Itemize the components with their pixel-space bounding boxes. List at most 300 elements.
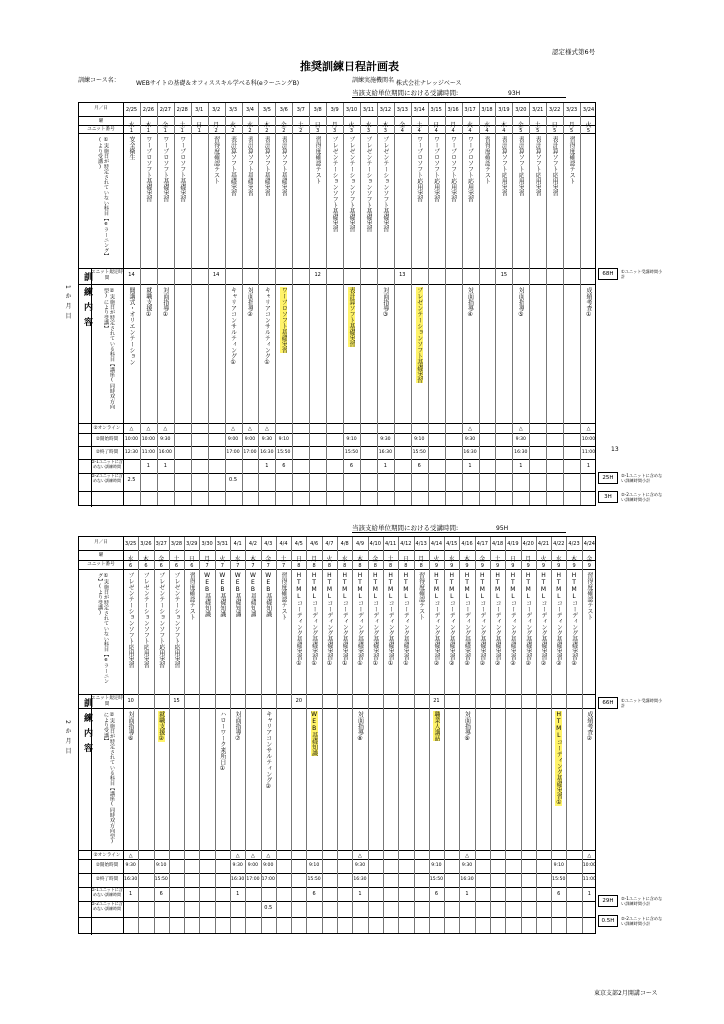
unit-cell: 5 [586,128,591,134]
start-time: 10:00 [141,437,155,442]
scheduled-session: 職業人講話 [432,711,440,741]
weekday-cell: 月 [418,556,425,563]
unit-cell: 3 [366,128,371,134]
date-cell: 3/14 [413,107,425,113]
unit-cell: 6 [129,563,133,569]
learn-subject: HTMLコーディング基礎実習② [494,572,502,667]
weekday-cell: 木 [500,122,507,129]
start-time: 10:00 [124,437,139,442]
learn-subject: HTMLコーディング基礎実習② [509,572,517,667]
total_unit-box: 68H [598,268,618,280]
start-time: 9:10 [308,863,320,868]
day-col-divider [529,103,530,505]
start-time: 9:30 [461,863,473,868]
date-cell: 3/1 [195,107,204,113]
learn-subject: 習得度確認テスト [585,572,593,620]
course-label: 訓練コース名： [78,77,120,84]
unit-not-hours: 1 [265,463,269,469]
unit-cell: 8 [373,563,377,569]
start-time: 9:30 [515,437,526,442]
learn-subject: ワープロソフト応用実習 [466,136,474,202]
day-col-divider [306,537,307,933]
unit-not-hours: 6 [557,891,561,897]
scheduled-session: キャリアコンサルティング② [264,711,272,790]
row-label-date: 月／日 [94,540,108,545]
total_unit-note: ①ユニット受講時間小計 [621,698,663,708]
row-label-start: ②開始時間 [95,863,119,868]
date-cell: 3/23 [565,107,578,113]
day-col-divider [414,537,415,933]
online-mark: △ [235,853,240,859]
weekday-cell: 木 [382,122,389,129]
scheduled-session: 就職支援① [144,287,152,318]
label-col-divider [123,537,124,933]
unit-cell: 9 [526,563,530,569]
unit-cell: 8 [343,563,347,569]
learn-subject: 習得度確認テスト [417,572,425,620]
date-cell: 4/12 [400,541,412,547]
online-mark: △ [146,426,151,432]
date-cell: 3/18 [481,107,493,113]
day-col-divider [208,103,209,505]
unit-cell: 3 [349,128,354,134]
date-cell: 4/19 [507,541,519,547]
unit-not-hours: 1 [383,463,387,469]
date-cell: 4/1 [233,541,242,547]
unit-cell: 7 [281,563,286,569]
unit-not-hours: 1 [163,463,167,469]
weekday-cell: 火 [326,556,333,563]
day-col-divider [184,537,185,933]
org-label: 訓練実施機関名 [352,77,395,84]
end-time: 15:50 [344,450,359,455]
day-col-divider [459,537,460,933]
month1-count: 13 [611,446,619,453]
learn-subject: HTMLコーディング基礎実習① [356,572,364,667]
day-col-divider [276,537,277,933]
day-col-divider [326,103,327,505]
learn-subject: 表計算ソフト応用実習 [551,136,559,196]
scheduled-session: キャリアコンサルティング① [229,287,237,366]
date-cell: 4/22 [553,541,565,547]
weekday-cell: 火 [219,556,226,563]
date-cell: 3/20 [515,107,527,113]
unit-cell: 7 [236,563,240,569]
underline [352,97,566,98]
weekday-cell: 火 [230,122,237,129]
total_not-box: 25H [598,472,618,484]
date-cell: 3/21 [532,107,544,113]
weekday-cell: 木 [464,556,471,563]
date-cell: 4/9 [355,541,364,547]
learn-subject: HTMLコーディング基礎実習① [341,572,349,667]
learn-subject: HTMLコーディング基礎実習② [478,572,486,667]
online-mark: △ [586,426,591,432]
weekday-cell: 木 [571,556,578,563]
day-col-divider [411,103,412,505]
unit-cell: 8 [404,563,408,569]
unit-not-hours: 1 [468,463,472,469]
weekday-cell: 木 [249,556,256,563]
end-time: 15:50 [429,877,444,882]
learn-subject: ワープロソフト基礎実習 [161,136,169,202]
weekday-cell: 木 [263,122,270,129]
day-col-divider [199,537,200,933]
row-label-unit-hours: ユニット規定時間 [91,270,123,281]
date-cell: 4/21 [537,541,550,547]
unit-cell: 4 [485,128,489,134]
learn-subject: 習得度確認テスト [568,136,576,184]
scheduled-session: 対面指導① [161,287,169,318]
day-col-divider [138,537,139,933]
unit-cell: 2 [214,128,218,134]
learn-subject: HTMLコーディング基礎実習① [310,572,318,667]
underline [352,532,566,533]
learn-subject: プレゼンテーションソフト応用実習 [142,572,150,668]
weekday-cell: 水 [127,556,134,563]
row-label-schedule: ②実施日が特定されている科目【講座(同時双方向型)により受講】 [103,712,115,845]
day-col-divider [368,537,369,933]
day-col-divider [157,103,158,505]
date-cell: 3/13 [396,107,408,113]
start-time: 9:30 [464,437,476,442]
date-cell: 3/6 [279,107,288,113]
unit-hours-value: 14 [212,272,220,278]
weekday-cell: 土 [280,556,287,563]
scheduled-session: 対面指導⑤ [517,287,525,318]
weekday-cell: 木 [142,556,149,563]
date-cell: 3/3 [229,107,238,113]
end-time: 11:00 [581,450,596,455]
unit-cell: 5 [519,128,523,134]
unit-cell: 6 [144,563,148,569]
learn-subject: HTMLコーディング基礎実習① [295,572,303,667]
learn-subject: HTMLコーディング基礎実習① [402,572,410,667]
date-cell: 4/10 [369,541,381,547]
weekday-cell: 金 [162,122,169,129]
row-label-unit: ユニット番号 [87,562,115,567]
date-cell: 3/2 [212,107,221,113]
weekday-cell: 月 [525,556,532,563]
day-col-divider [174,103,175,505]
day-col-divider [169,537,170,933]
date-cell: 3/4 [245,107,254,113]
start-time: 9:00 [227,437,239,442]
course-name: WEBサイトの基礎＆オフィススキル学べる科(eラーニングB) [136,80,300,87]
unit-cell: 7 [205,563,209,569]
weekday-cell: 月 [311,556,318,563]
unit-cell: 9 [480,563,484,569]
learn-subject: 表計算ソフト基礎実習 [229,136,237,196]
weekday-cell: 土 [416,122,423,129]
unit-cell: 4 [400,128,404,134]
unit-hours-value: 15 [500,272,508,278]
date-cell: 2/28 [176,107,188,113]
learn-subject: 習得度確認テスト [280,572,288,620]
end-time: 15:50 [154,877,168,882]
row-label-dow: 曜 [98,553,104,558]
unit-cell: 6 [190,563,194,569]
online-mark: △ [251,853,255,859]
unit-cell: 2 [299,128,303,134]
form-number: 認定様式第6号 [552,48,596,56]
start-time: 9:10 [346,437,357,442]
unit-not-hours: 6 [349,463,354,469]
day-col-divider [445,103,446,505]
end-time: 16:30 [514,450,528,455]
date-cell: 3/8 [313,107,322,113]
learn-subject: 表計算ソフト応用実習 [517,136,525,196]
scheduled-session: 就職支援② [157,711,165,742]
unit-cell: 7 [220,563,224,569]
date-cell: 3/5 [262,107,271,113]
unit-hours-value: 10 [127,698,134,704]
scheduled-session: HTMLコーディング基礎実習① [555,711,563,806]
date-cell: 4/6 [310,541,319,547]
weekday-cell: 水 [246,122,253,129]
total_unit-note: ①ユニット受講時間小計 [621,269,663,279]
start-time: 9:10 [156,863,167,868]
day-col-divider [551,537,552,933]
day-col-divider [479,103,480,505]
end-time: 16:30 [378,450,392,455]
end-time: 12:30 [124,450,139,455]
day-col-divider [309,103,310,505]
weekday-cell: 月 [204,556,211,563]
org-name: 株式会社ナレッジベース [396,80,462,87]
day-col-divider [512,103,513,505]
weekday-cell: 日 [551,122,558,129]
scheduled-session: ワープロソフト基礎実習 [280,287,288,353]
row-label-learn: ①実施日が特定されていない科目【eラーニング】(より受講) [97,573,109,684]
scheduled-session: WEB基礎知識 [310,711,318,756]
unit-cell: 1 [197,128,201,134]
month1-schedule-table [78,102,596,506]
row-label-start: ②開始時間 [95,437,119,442]
day-col-divider [566,537,567,933]
weekday-cell: 水 [365,122,372,129]
date-cell: 3/26 [140,541,152,547]
weekday-cell: 金 [479,556,486,563]
row-label-online: ②オンライン [93,426,121,431]
unit-cell: 1 [163,128,167,134]
learn-subject: プレゼンテーションソフト基礎実習 [381,136,389,232]
end-time: 11:00 [141,450,155,455]
date-cell: 3/15 [430,107,442,113]
day-col-divider [291,537,292,933]
learn-subject: HTMLコーディング基礎実習① [371,572,379,667]
unit-not2-hours: 0.5 [264,905,273,911]
scheduled-session: 成績考査② [585,711,593,742]
row-label-date: 月／日 [94,106,108,111]
weekday-cell: 日 [295,556,302,563]
end-time: 16:30 [463,450,477,455]
end-time: 16:00 [158,450,172,455]
date-cell: 3/31 [216,541,228,547]
weekday-cell: 金 [158,556,165,563]
online-mark: △ [231,426,235,432]
unit-cell: 8 [327,563,331,569]
learn-subject: 表計算ソフト基礎実習 [263,136,271,196]
end-time: 17:00 [243,450,257,455]
learn-subject: 習得度確認テスト [483,136,491,184]
unit-cell: 9 [450,563,454,569]
unit-not-hours: 1 [586,463,591,469]
weekday-cell: 金 [399,122,406,129]
unit-not-hours: 6 [434,891,439,897]
learn-subject: ワープロソフト基礎実習 [178,136,186,202]
online-mark: △ [264,426,269,432]
weekday-cell: 金 [517,122,524,129]
start-time: 10:00 [582,863,596,868]
weekday-cell: 月 [331,122,338,129]
date-cell: 4/5 [294,541,303,547]
unit-cell: 4 [434,128,438,134]
weekday-cell: 金 [372,556,379,563]
date-cell: 4/2 [248,541,257,547]
weekday-cell: 日 [196,122,203,129]
day-col-divider [140,103,141,505]
start-time: 9:30 [160,437,171,442]
learn-subject: WEB基礎知識 [234,572,242,617]
hours-label-2: 当該支給単位期間における受講時間: [352,524,459,532]
unit-cell: 8 [388,563,393,569]
unit-cell: 1 [180,128,184,134]
learn-subject: 安全衛生 [127,136,135,160]
date-cell: 4/13 [415,541,427,547]
weekday-cell: 土 [494,556,501,563]
end-time: 15:50 [552,877,566,882]
unit-cell: 8 [312,563,316,569]
weekday-cell: 水 [234,556,241,563]
day-col-divider [536,537,537,933]
weekday-cell: 日 [509,556,516,563]
learn-subject: HTMLコーディング基礎実習② [570,572,578,667]
unit-cell: 2 [265,128,269,134]
learn-subject: WEB基礎知識 [218,572,226,617]
start-time: 9:10 [414,437,425,442]
unit-cell: 9 [587,563,591,569]
weekday-cell: 土 [179,122,186,129]
unit-not-hours: 1 [587,891,591,897]
day-col-divider [383,537,384,933]
row-label-training: 訓練内容 [82,272,92,332]
row-label-end: ②終了時間 [95,450,119,455]
day-col-divider [258,103,259,505]
learn-subject: HTMLコーディング基礎実習② [432,572,440,667]
unit-not-hours: 6 [417,463,421,469]
day-col-divider [580,103,581,505]
learn-subject: WEB基礎知識 [203,572,211,617]
start-time: 9:30 [380,437,391,442]
learn-subject: 習得度確認テスト [188,572,196,620]
online-mark: △ [468,426,472,432]
end-time: 15:50 [412,450,426,455]
day-col-divider [343,103,344,505]
date-cell: 3/24 [582,107,595,113]
date-cell: 3/22 [549,107,561,113]
learn-subject: プレゼンテーションソフト基礎実習 [364,136,372,232]
learn-subject: プレゼンテーションソフト基礎実習 [348,136,356,232]
learn-subject: プレゼンテーションソフト応用実習 [157,572,165,668]
unit-not-hours: 1 [146,463,150,469]
unit-cell: 4 [502,128,506,134]
online-mark: △ [128,853,133,859]
row-label-end: ②終了時間 [95,877,119,882]
row-label-online: ②オンライン [93,853,121,858]
unit-not-hours: 6 [282,463,286,469]
total_not-box: 29H [598,895,618,907]
online-mark: △ [587,853,592,859]
unit-cell: 1 [146,128,150,134]
unit-hours-value: 21 [433,698,440,704]
online-mark: △ [465,853,469,859]
date-cell: 3/17 [464,107,476,113]
unit-cell: 3 [333,128,337,134]
scheduled-session: 対面指導⑥ [127,711,135,742]
unit-not-hours: 1 [519,463,523,469]
day-col-divider [429,537,430,933]
hours-value-2: 95H [496,525,509,532]
day-col-divider [245,537,246,933]
date-cell: 3/28 [170,541,183,547]
learn-subject: HTMLコーディング基礎実習① [325,572,333,667]
weekday-cell: 月 [568,122,575,129]
total_not2-box: 3H [598,491,618,503]
learn-subject: ワープロソフト応用実習 [449,136,457,202]
unit-cell: 5 [570,128,574,134]
unit-not-hours: 6 [159,891,163,897]
weekday-cell: 日 [314,122,321,129]
unit-cell: 6 [174,563,179,569]
date-cell: 3/29 [186,541,198,547]
day-col-divider [490,537,491,933]
day-col-divider [352,537,353,933]
day-col-divider [230,537,231,933]
day-col-divider [360,103,361,505]
scheduled-session: 対面指導② [246,287,254,318]
total_not2-note: ②-2ユニットに含めない訓練時間小計 [621,916,663,926]
unit-cell: 5 [536,128,540,134]
weekday-cell: 水 [128,122,135,129]
weekday-cell: 月 [213,122,220,129]
start-time: 9:00 [263,863,274,868]
row-label-training: 訓練内容 [82,698,92,758]
weekday-cell: 日 [188,556,195,563]
date-cell: 4/8 [340,541,349,547]
row-label-unit-not2: ②-2ユニットに含めない訓練時間 [91,901,123,911]
weekday-cell: 土 [534,122,541,129]
date-cell: 4/15 [446,541,458,547]
day-col-divider [582,537,583,933]
start-time: 9:30 [261,437,273,442]
row-label-unit-not2: ②-2ユニットに含めない訓練時間 [91,473,123,483]
learn-subject: HTMLコーディング基礎実習② [463,572,471,667]
end-time: 16:30 [124,877,138,882]
unit-not2-hours: 0.5 [229,477,237,483]
day-col-divider [398,537,399,933]
start-time: 9:10 [431,863,442,868]
date-cell: 3/12 [379,107,391,113]
scheduled-session: 対面指導③ [381,287,389,318]
date-cell: 4/16 [461,541,473,547]
start-time: 9:30 [232,863,243,868]
start-time: 9:30 [354,863,366,868]
date-cell: 4/18 [491,541,504,547]
day-col-divider [275,103,276,505]
end-time: 15:50 [277,450,291,455]
scheduled-session: キャリアコンサルティング① [263,287,271,366]
